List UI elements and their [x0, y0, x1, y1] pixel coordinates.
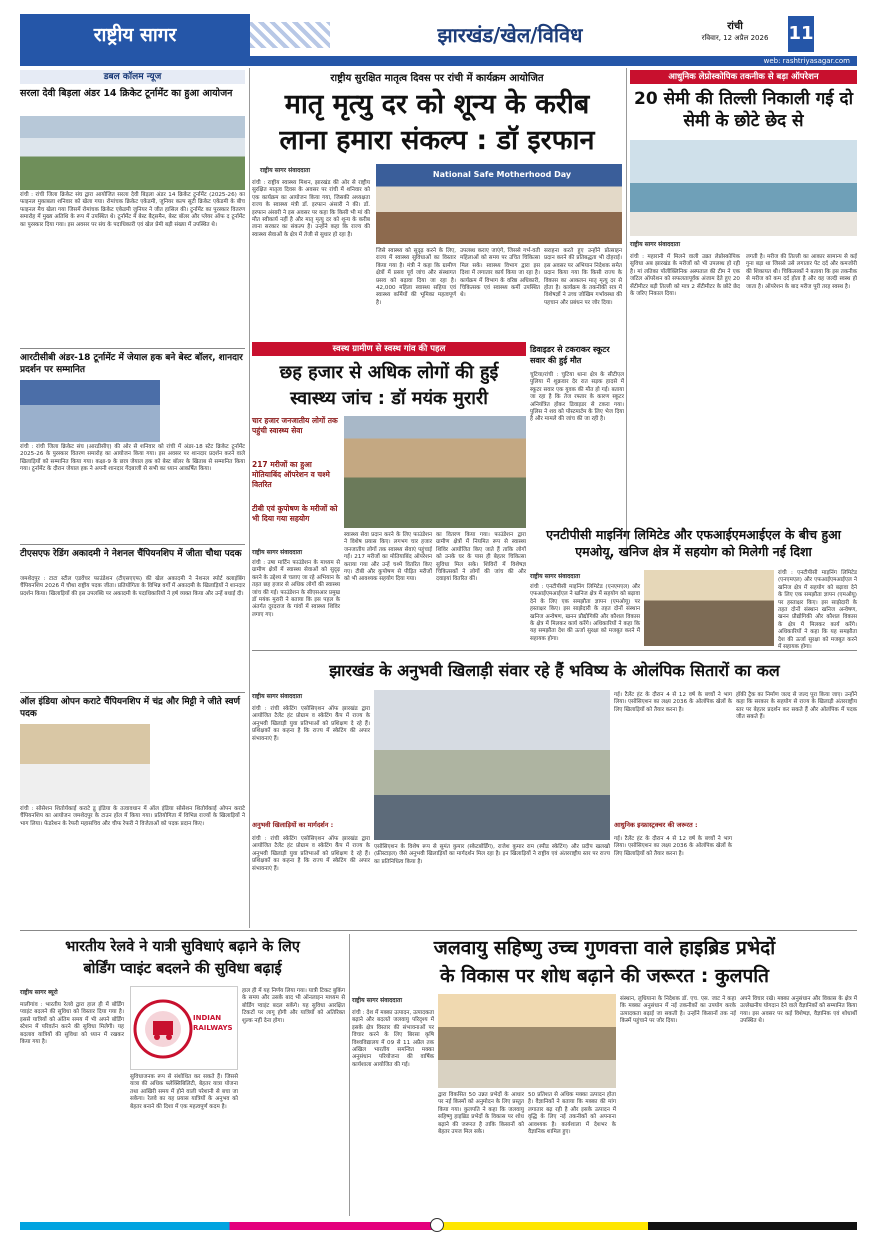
- sports-col3: गई। टैलेंट हंट के दौरान 4 से 12 वर्ष के बच्चों ने भाग लिया। एसोसिएशन का लक्ष्य 2036 के ओलंपिक खेलों के लिए खिलाड़ियों को तैयार करना है।: [614, 692, 732, 713]
- surgery-story: [630, 68, 857, 548]
- highlight-item: टीबी एवं कुपोषण के मरीजों को भी दिया गया सहयोग: [252, 504, 338, 523]
- page-number: 11: [788, 16, 814, 52]
- double-column-header: [20, 70, 245, 84]
- left-divider-1: [20, 348, 245, 349]
- ntpc-body: रांची : एनटीपीसी माइनिंग लिमिटेड (एनएमएल) और एफआईएमआईएल ने खनिज क्षेत्र में सहयोग को बढ़ावा देने के लिए एक समझौता ज्ञापन (एमओयू) पर हस्ताक्षर किए। इस साझेदारी के तहत दोनों संस्थान खनिज अन्वेषण, खनन प्रौद्योगिकी और कौशल विकास के क्षेत्र में मिलकर कार्य करेंगे। अधिकारियों ने कहा कि यह समझौता देश की ऊर्जा सुरक्षा को मजबूत करने में सहायक होगा।: [530, 584, 640, 642]
- health-camp-photo: [344, 416, 526, 528]
- lead-kicker: राष्ट्रीय सुरक्षित मातृत्व दिवस पर रांची में कार्यक्रम आयोजित: [330, 73, 544, 84]
- sports-subhead2: आधुनिक इन्फ्रास्ट्रक्चर की जरूरत :: [614, 821, 698, 829]
- railway-headline-1: भारतीय रेलवे ने यात्री सुविधाएं बढ़ाने के लिए: [65, 939, 300, 955]
- surgery-body2: लगती है। मरीज की तिल्ली का आकार सामान्य से कई गुना बड़ा था जिससे उसे लगातार पेट दर्द और कमजोरी की शिकायत थी। चिकित्सकों ने बताया कि इस तकनीक से मरीज को कम दर्द होता है और वह जल्दी स्वस्थ हो जाता है। ऑपरेशन के बाद मरीज पूरी तरह स्वस्थ है।: [746, 254, 857, 290]
- left-story2-body: रांची : रांची जिला क्रिकेट संघ (आरडीसीए) की ओर से शनिवार को रांची में अंडर-18 स्टेट क्रिकेट टूर्नामेंट 2025-26 के पुरस्कार वितरण समारोह का आयोजन किया गया। इस अवसर पर शानदार प्रदर्शन करने वाले खिलाड़ियों को सम्मानित किया गया। कक्षा-9 के छात्र जेयाल हक को बेस्ट बॉलर के खिताब से सम्मानित किया गया। टूर्नामेंट के दौरान जेयाल हक ने अपनी शानदार गेंदबाजी से सभी का ध्यान आकर्षित किया।: [20, 444, 245, 473]
- railway-headline-2: बोर्डिंग प्वाइंट बदलने की सुविधा बढ़ाई: [83, 961, 282, 977]
- lead-col4: सराहना करते हुए उन्होंने प्रोत्साहन प्रदान करने की प्रतिबद्धता भी दोहराई। इस अवसर पर अभियान निदेशक समेत प्रदान किया गया कि किसी राज्य के विकास का आकलन मातृ मृत्यु दर से होता है। कार्यक्रम के तकनीकी सत्र में विशेषज्ञों ने उच्च जोखिम गर्भावस्था की पहचान और प्रबंधन पर जोर दिया।: [544, 248, 622, 306]
- highlight-item: चार हजार जनजातीय लोगों तक पहुंची स्वास्थ्य सेवा: [252, 416, 338, 435]
- sports-col4: हॉकी ट्रैक का निर्माण जल्द से जल्द पूरा किया जाए। उन्होंने कहा कि सरकार के सहयोग से राज्य के खिलाड़ी अंतरराष्ट्रीय स्तर पर बेहतर प्रदर्शन कर सकते हैं और ओलंपिक में पदक जीत सकते हैं।: [736, 692, 857, 721]
- left-divider-3: [20, 692, 245, 693]
- sports-story: [252, 652, 857, 928]
- maize-col2: द्वारा विकसित 50 उन्नत प्रभेदों के आधार पर नई किस्मों को अनुमोदन के लिए प्रस्तुत किया गया। कुलपति ने कहा कि जलवायु सहिष्णु हाइब्रिड प्रभेदों के विकास पर शोध बढ़ाने की जरूरत है ताकि किसानों को बेहतर उपज मिल सके।: [438, 1092, 524, 1136]
- health-camp-headline-1: छह हजार से अधिक लोगों की हुई: [279, 362, 499, 383]
- sports-top-rule: [252, 650, 857, 651]
- bowler-photo: [20, 380, 160, 442]
- sports-col2: एसोसिएशन के विशेष रूप से सुमंत कुमार (स्केटबोर्डिंग), राजेश कुमार राम (स्पीड स्केटिंग) और प्रदीप खलखो (फ्रीस्टाइल) जैसे अनुभवी खिलाड़ियों का मार्गदर्शन मिल रहा है। इन खिलाड़ियों ने राष्ट्रीय एवं अंतरराष्ट्रीय स्तर पर राज्य का प्रतिनिधित्व किया है।: [374, 844, 610, 865]
- surgery-tag: आधुनिक लेप्रोस्कोपिक तकनीक से बड़ा ऑपरेशन: [630, 70, 857, 84]
- issue-date: रविवार, 12 अप्रैल 2026: [701, 34, 769, 42]
- web-address[interactable]: web: rashtriyasagar.com: [763, 57, 850, 65]
- sports-col1-cont: रांची : रांची स्केटिंग एसोसिएशन ऑफ झारखंड द्वारा आयोजित टैलेंट हंट प्रोग्राम व स्केटिंग कैंप में राज्य के अनुभवी खिलाड़ी युवा प्रतिभाओं को प्रशिक्षण दे रहे हैं। प्रशिक्षकों का कहना है कि राज्य में स्केटिंग की अपार संभावनाएं हैं।: [252, 836, 370, 872]
- sports-subhead1: अनुभवी खिलाड़ियों का मार्गदर्शन :: [252, 821, 334, 829]
- bottom-top-rule: [20, 930, 857, 931]
- surgery-team-photo: [630, 140, 857, 236]
- maize-col1: रांची : देश में मक्का उत्पादन, उत्पादकता बढ़ाने और बदलते जलवायु परिदृश्य में इसके क्षेत्र विस्तार की संभावनाओं पर विचार करने के लिए बिरसा कृषि विश्वविद्यालय में 09 से 11 अप्रैल तक अखिल भारतीय समन्वित मक्का अनुसंधान परियोजना की वार्षिक कार्यशाला आयोजित की गई।: [352, 1010, 434, 1068]
- sports-byline: राष्ट्रीय सागर संवाददाता: [252, 693, 303, 700]
- city-name: रांची: [727, 21, 743, 32]
- center-separator: [626, 68, 627, 548]
- accident-title: डिवाइडर से टकराकर स्कूटर सवार की हुई मौत: [530, 345, 610, 365]
- sports-col1: रांची : रांची स्केटिंग एसोसिएशन ऑफ झारखंड द्वारा आयोजित टैलेंट हंट प्रोग्राम व स्केटिंग कैंप में राज्य के अनुभवी खिलाड़ी युवा प्रतिभाओं को प्रशिक्षण दे रहे हैं। प्रशिक्षकों का कहना है कि राज्य में स्केटिंग की अपार संभावनाएं हैं।: [252, 706, 370, 742]
- sports-headline: झारखंड के अनुभवी खिलाड़ी संवार रहे हैं भविष्य के ओलंपिक सितारों का कल: [329, 661, 780, 680]
- maize-headline-1: जलवायु सहिष्णु उच्च गुणवत्ता वाले हाइब्रिड प्रभेदों: [433, 937, 776, 959]
- maize-headline-2: के विकास पर शोध बढ़ाने की जरूरत : कुलपति: [439, 965, 770, 987]
- railway-logo-box: [130, 986, 238, 1070]
- sports-col3-cont: गई। टैलेंट हंट के दौरान 4 से 12 वर्ष के बच्चों ने भाग लिया। एसोसिएशन का लक्ष्य 2036 के ओलंपिक खेलों के लिए खिलाड़ियों को तैयार करना है।: [614, 836, 732, 857]
- lead-col3: उपलब्ध कराए जाएंगे, जिससे गर्भ-वती महिलाओं को समय पर उचित चिकित्सा मिल सके। स्वास्थ्य विभाग द्वारा इस दिशा में लगातार कार्य किया जा रहा है। कार्यक्रम में विभाग के वरिष्ठ अधिकारी, चिकित्सक एवं स्वास्थ्य कर्मी उपस्थित थे।: [460, 248, 540, 299]
- masthead-bar: [0, 14, 877, 56]
- accident-body: चुटिया/रांची : चुटिया थाना क्षेत्र के सीटीएल पुलिया में शुक्रवार देर रात सड़क हादसे में स्कूटर सवार एक युवक की मौत हो गई। बताया जा रहा है कि तेज रफ्तार के कारण स्कूटर अनियंत्रित होकर डिवाइडर से टकरा गया। पुलिस ने शव को पोस्टमार्टम के लिए भेज दिया है और मामले की जांच की जा रही है।: [530, 372, 624, 423]
- lead-headline-2: लाना हमारा संकल्प : डॉ इरफान: [279, 125, 595, 156]
- health-camp-headline-2: स्वास्थ्य जांच : डॉ मयंक मुरारी: [290, 388, 488, 409]
- left-story1-title: सरला देवी बिड़ला अंडर 14 क्रिकेट टूर्नामेंट का हुआ आयोजन: [20, 88, 233, 99]
- lead-headline-1: मातृ मृत्यु दर को शून्य के करीब: [284, 89, 590, 120]
- left-column: [20, 68, 245, 928]
- left-column-separator: [249, 68, 250, 928]
- surgery-headline: 20 सेमी की तिल्ली निकाली गई दो सेमी के छोटे छेद से: [634, 89, 853, 131]
- lead-story: [252, 68, 622, 348]
- ntpc-byline: राष्ट्रीय सागर संवाददाता: [530, 573, 581, 580]
- health-camp-col1: रांची : उषा मार्टिन फाउंडेशन के माध्यम से ग्रामीण क्षेत्रों में स्वास्थ्य सेवाओं को सुदृढ़ करने के उद्देश्य से चलाए जा रहे अभियान के तहत छह हजार से अधिक लोगों की स्वास्थ्य जांच की गई। फाउंडेशन के सीएसआर प्रमुख डॉ मयंक मुरारी ने बताया कि इस पहल के अंतर्गत दूरदराज के गांवों में स्वास्थ्य शिविर लगाए गए।: [252, 560, 340, 618]
- lead-byline: राष्ट्रीय सागर संवाददाता: [260, 167, 311, 174]
- railway-byline: राष्ट्रीय सागर ब्यूरो: [20, 989, 58, 996]
- health-camp-tag: स्वस्थ ग्रामीण से स्वस्थ गांव की पहल: [252, 342, 526, 356]
- left-story1-body: रांची : रांची जिला क्रिकेट संघ द्वारा आयोजित सरला देवी बिड़ला अंडर 14 क्रिकेट टूर्नामेंट (2025-26) का फाइनल मुकाबला शनिवार को खेला गया। रोमांचक क्रिकेट एकेडमी, जुनियर कल्प सूटी क्रिकेट एकेडमी के बीच फाइनल मैच खेला गया जिसमें रोमांचक क्रिकेट एकेडमी जुनियर ने जीत हासिल की। टूर्नामेंट का पुरस्कार वितरण समारोह में मुख्य अतिथि के रूप में उपस्थित थे। टूर्नामेंट में बेस्ट बैट्समैन, बेस्ट बॉलर और प्लेयर ऑफ द टूर्नामेंट का पुरस्कार दिया गया। इस अवसर पर संघ के पदाधिकारी एवं खेल प्रेमी बड़ी संख्या में उपस्थित थे।: [20, 192, 245, 228]
- maize-col4: संस्थान, लुधियाना के निदेशक डॉ. एच. एस. जाट ने कहा कि मक्का अनुसंधान में नई तकनीकों का उपयोग करके उत्पादकता बढ़ाई जा सकती है। उन्होंने किसानों तक नई किस्में पहुंचाने पर जोर दिया।: [620, 996, 736, 1025]
- cricket-team-photo: [20, 116, 245, 190]
- left-story3-title: टीएसएफ रेडिंग अकादमी ने नेशनल चैंपियनशिप में जीता चौथा पदक: [20, 549, 242, 559]
- railway-col1: मालीगांव : भारतीय रेलवे द्वारा हाल ही में बोर्डिंग प्वाइंट बदलने की सुविधा को विस्तार दिया गया है। इससे यात्रियों को अंतिम समय में भी अपने बोर्डिंग स्टेशन में परिवर्तन करने की सुविधा मिलेगी। यह बदलाव यात्रियों की सुविधा को ध्यान में रखकर किया गया है।: [20, 1002, 124, 1046]
- left-divider-2: [20, 544, 245, 545]
- paper-name: राष्ट्रीय सागर: [93, 24, 177, 46]
- surgery-byline: राष्ट्रीय सागर संवाददाता: [630, 241, 681, 248]
- accident-story: [530, 342, 624, 522]
- maize-workshop-photo: [438, 994, 616, 1088]
- railway-col3: हाल ही में यह निर्णय लिया गया। यात्री टिकट बुकिंग के समय और उसके बाद भी ऑनलाइन माध्यम से बोर्डिंग प्वाइंट बदल सकेंगे। यह सुविधा आरक्षित टिकटों पर लागू होगी और यात्रियों को अतिरिक्त शुल्क नहीं देना होगा।: [242, 988, 345, 1024]
- ntpc-mou-story: [530, 526, 857, 651]
- bottom-separator: [349, 934, 350, 1216]
- railway-col2: सुविधाजनक रूप से संशोधित कर सकते हैं। जिससे यात्रा की अधिक फ्लेक्सिबिलिटी, बेहतर यात्रा योजना तथा आखिरी समय में होने वाली परेशानी से बचा जा सकेगा। रेलवे का यह प्रयास यात्रियों के अनुभव को बेहतर बनाने की दिशा में एक महत्वपूर्ण कदम है।: [130, 1074, 238, 1110]
- section-title: झारखंड/खेल/विविध: [437, 23, 583, 47]
- maize-byline: राष्ट्रीय सागर संवाददाता: [352, 997, 403, 1004]
- surgery-body1: रांची : महारानी में मिलने वाली उन्नत लेप्रोस्कोपिक सुविधा अब झारखंड के मरीजों को भी उपलब्ध हो रही है। मां लतिका पॉलीक्लिनिक अस्पताल की टीम ने एक जटिल ऑपरेशन को सफलतापूर्वक अंजाम देते हुए 20 सेंटीमीटर बड़ी तिल्ली को मात्र 2 सेंटीमीटर के छोटे छेद के जरिए निकाल दिया।: [630, 254, 740, 298]
- event-banner-text: National Safe Motherhood Day: [432, 170, 572, 179]
- railway-logo-text: INDIAN RAILWAYS: [193, 1014, 233, 1032]
- double-column-label: डबल कॉलम न्यूज: [103, 72, 162, 82]
- left-story3-body: जमशेदपुर : टाटा स्टील एडवेंचर फाउंडेशन (टीएसएएफ) की खेल अकादमी ने नेशनल स्पोर्ट क्लाइंबिंग चैंपियनशिप 2026 में चौथा राष्ट्रीय पदक जीता। प्रतियोगिता के विभिन्न वर्गों में अकादमी के खिलाड़ियों ने शानदार प्रदर्शन किया। खिलाड़ियों की इस उपलब्धि पर अकादमी के पदाधिकारियों ने हर्ष व्यक्त किया और उन्हें बधाई दी।: [20, 576, 245, 597]
- lead-col2: जिसे स्वास्थ्य को सुदृढ़ करने के लिए, राज्य में स्वास्थ्य सुविधाओं का विस्तार किया गया है। मंत्री ने कहा कि ग्रामीण क्षेत्रों में प्रसव पूर्व जांच और संस्थागत प्रसव को बढ़ावा दिया जा रहा है। 42,000 महिला स्वास्थ्य सहिया एवं स्वास्थ्य कर्मियों की भूमिका महत्वपूर्ण है।: [376, 248, 456, 306]
- health-camp-byline: राष्ट्रीय सागर संवाददाता: [252, 549, 303, 556]
- railway-story: [20, 934, 345, 1216]
- left-story2-title: आरटीसीबी अंडर-18 टूर्नामेंट में जेयाल हक बने बेस्ट बॉलर, शानदार प्रदर्शन पर सम्मानित: [20, 353, 243, 375]
- health-camp-col3: का वितरण किया गया। फाउंडेशन द्वारा ग्रामीण क्षेत्रों में नियमित रूप से स्वास्थ्य शिविर आयोजित किए जाते हैं ताकि लोगों को उनके घर के पास ही बेहतर चिकित्सा सुविधा मिल सके। शिविरों में विशेषज्ञ चिकित्सकों ने लोगों की जांच की और दवाइयां वितरित कीं।: [436, 532, 526, 583]
- skating-camp-photo: [374, 690, 610, 840]
- masthead-pattern: [250, 22, 330, 48]
- health-camp-col2: स्वास्थ्य सेवा प्रदान करने के लिए फाउंडेशन ने विशेष प्रयास किए। लगभग चार हजार जनजातीय लोगों तक स्वास्थ्य सेवाएं पहुंचाई गईं। 217 मरीजों का मोतियाबिंद ऑपरेशन कराया गया और उन्हें चश्मे वितरित किए गए। टीबी और कुपोषण से पीड़ित मरीजों को भी आवश्यक सहयोग दिया गया।: [344, 532, 432, 583]
- health-highlights: [252, 416, 340, 544]
- ntpc-headline: एनटीपीसी माइनिंग लिमिटेड और एफआईएमआईएल के बीच हुआ एमओयू, खनिज क्षेत्र में सहयोग को मिलेगी नई दिशा: [546, 527, 841, 559]
- mou-signing-photo: [644, 570, 774, 646]
- lead-col1: रांची : राष्ट्रीय स्वास्थ्य मिशन, झारखंड की ओर से राष्ट्रीय सुरक्षित मातृत्व दिवस के अवसर पर रांची में शनिवार को एक कार्यक्रम का आयोजन किया गया, जिसकी अध्यक्षता राज्य के स्वास्थ्य मंत्री डॉ. इरफान अंसारी ने की। डॉ. इरफान अंसारी ने इस अवसर पर कहा कि किसी भी मां की मौत स्वीकार्य नहीं है और मातृ मृत्यु दर को शून्य के करीब लाना सरकार का संकल्प है। उन्होंने कहा कि राज्य की स्वास्थ्य सेवाओं के क्षेत्र में तेजी से सुधार हो रहा है।: [252, 180, 370, 238]
- maize-col5: अपने विचार रखे। मक्का अनुसंधान और विकास के क्षेत्र में उल्लेखनीय योगदान देने वाले वैज्ञानिकों को सम्मानित किया गया। इस अवसर पर कई विशेषज्ञ, वैज्ञानिक एवं शोधार्थी उपस्थित थे।: [740, 996, 857, 1025]
- highlight-item: 217 मरीजों का हुआ मोतियाबिंद ऑपरेशन व चश्मे वितरित: [252, 460, 330, 489]
- maize-story: [352, 934, 857, 1216]
- karate-medalists-photo: [20, 724, 150, 804]
- left-story4-body: रांची : सोसेशन शितोर्यकाई कराटे डू इंडिया के तत्वावधान में ऑल इंडिया सोसेशन शितोर्यकाई ओपन कराटे चैंपियनशिप का आयोजन जमशेदपुर के टाउन हॉल में किया गया। प्रतियोगिता में विभिन्न राज्यों के खिलाड़ियों ने भाग लिया। फेडरेशन के रेफरी महासचिव और चीफ रेफरी ने विजेताओं को पदक प्रदान किए।: [20, 806, 245, 827]
- maize-col3: 50 प्रतिशत से अधिक मक्का उत्पादन होता है। वैज्ञानिकों ने बताया कि मक्का की मांग लगातार बढ़ रही है और इसके उत्पादन में वृद्धि के लिए नई तकनीकों को अपनाना आवश्यक है। कार्यशाला में देशभर के वैज्ञानिक शामिल हुए।: [528, 1092, 616, 1136]
- web-strip: [20, 56, 857, 66]
- left-story4-title: ऑल इंडिया ओपन कराटे चैंपियनशिप में चंद्र और मिट्टी ने जीते स्वर्ण पदक: [20, 697, 240, 719]
- registration-mark-icon: [430, 1218, 444, 1232]
- ntpc-body-cont: रांची : एनटीपीसी माइनिंग लिमिटेड (एनएमएल) और एफआईएमआईएल ने खनिज क्षेत्र में सहयोग को बढ़ावा देने के लिए एक समझौता ज्ञापन (एमओयू) पर हस्ताक्षर किए। इस साझेदारी के तहत दोनों संस्थान खनिज अन्वेषण, खनन प्रौद्योगिकी और कौशल विकास के क्षेत्र में मिलकर कार्य करेंगे। अधिकारियों ने कहा कि यह समझौता देश की ऊर्जा सुरक्षा को मजबूत करने में सहायक होगा।: [778, 570, 857, 651]
- health-camp-story: [252, 342, 526, 618]
